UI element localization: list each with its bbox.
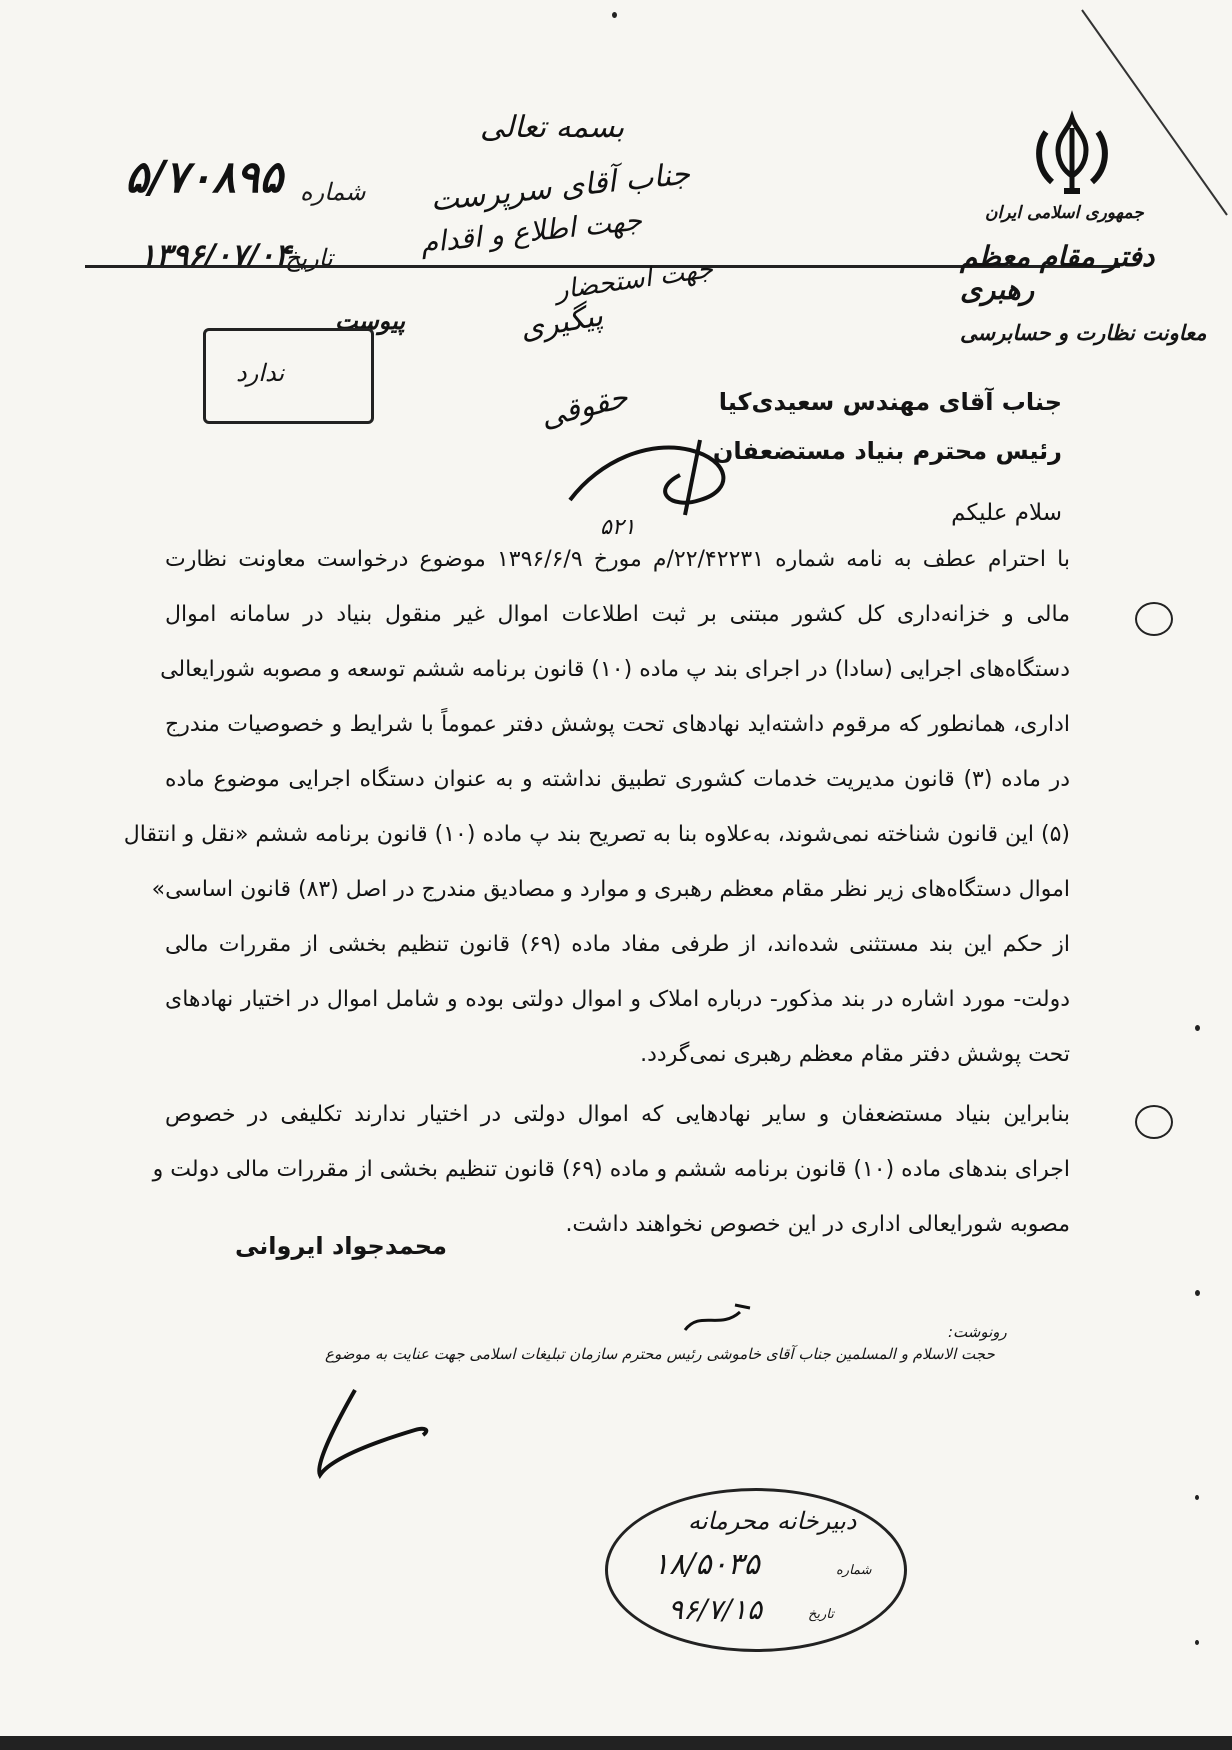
text-line: اموال دستگاه‌های زیر نظر مقام معظم رهبری و موارد و مصادیق مندرج در اصل (۸۳) قانون اساسی» bbox=[151, 877, 1070, 902]
letter-date-label: تاریخ bbox=[285, 244, 333, 272]
scan-speck bbox=[1195, 1495, 1199, 1500]
scan-border bbox=[0, 1736, 1232, 1750]
text-line: مالی و خزانه‌داری کل کشور مبتنی بر ثبت اطلاعات اموال غیر منقول بنیاد در سامانه اموال bbox=[165, 602, 1070, 627]
cc-recipient: حجت الاسلام و المسلمین جناب آقای خاموشی رئیس محترم سازمان تبلیغات اسلامی جهت عنایت به موضوع bbox=[325, 1345, 995, 1363]
stamp-number: ۱۸/۵۰۳۵ bbox=[653, 1547, 760, 1582]
handwritten-note: پیگیری bbox=[517, 298, 606, 347]
scan-speck bbox=[1195, 1290, 1200, 1296]
letter-paragraph-2 bbox=[152, 1087, 1070, 1252]
text-line: با احترام عطف به نامه شماره ۲۲/۴۲۲۳۱/م مورخ ۱۳۹۶/۶/۹ موضوع درخواست معاونت نظارت bbox=[165, 547, 1070, 572]
recipient-title: رئیس محترم بنیاد مستضعفان bbox=[712, 437, 1062, 465]
attachment-label: پیوست bbox=[335, 306, 405, 335]
letter-number-label: شماره bbox=[300, 178, 366, 206]
scan-speck bbox=[1195, 1025, 1200, 1031]
text-line: اجرای بندهای ماده (۱۰) قانون برنامه ششم و ماده (۶۹) قانون تنظیم بخشی از مقررات مالی دولت و bbox=[152, 1157, 1070, 1182]
stamp-date: ۹۶/۷/۱۵ bbox=[668, 1593, 763, 1626]
stamp-date-label: تاریخ bbox=[808, 1607, 834, 1622]
letter-paragraph-1 bbox=[123, 532, 1071, 1082]
text-line: تحت پوشش دفتر مقام معظم رهبری نمی‌گردد. bbox=[640, 1042, 1070, 1067]
scan-speck bbox=[612, 12, 617, 18]
handwritten-note: جهت استحضار bbox=[553, 254, 715, 306]
handwritten-note: جناب آقای سرپرست bbox=[428, 156, 692, 219]
paragraph-marker bbox=[1135, 602, 1173, 636]
text-line: اداری، همانطور که مرقوم داشته‌اید نهادهای تحت پوشش دفتر عموماً با شرایط و خصوصیات مندرج bbox=[165, 712, 1070, 737]
handwritten-signature-bottom bbox=[295, 1385, 445, 1485]
org-department: معاونت نظارت و حسابرسی bbox=[960, 320, 1207, 345]
text-line: بنابراین بنیاد مستضعفان و سایر نهادهایی که اموال دولتی در اختیار ندارند تکلیفی در خصوص bbox=[165, 1102, 1070, 1127]
attachment-box bbox=[203, 328, 374, 424]
attachment-value: ندارد bbox=[236, 359, 285, 387]
text-line: دستگاه‌های اجرایی (سادا) در اجرای بند پ ماده (۱۰) قانون برنامه ششم توسعه و مصوبه شورایعالی bbox=[160, 657, 1070, 682]
handwritten-note: حقوقی bbox=[537, 379, 632, 436]
handwritten-note: جهت اطلاع و اقدام bbox=[418, 203, 644, 260]
letter-date-value: ۱۳۹۶/۰۷/۰۴ bbox=[140, 238, 291, 273]
text-line: مصوبه شورایعالی اداری در این خصوص نخواهند داشت. bbox=[565, 1212, 1070, 1237]
org-office: دفتر مقام معظم رهبری bbox=[960, 240, 1155, 306]
handwritten-note: بسمه تعالی bbox=[480, 110, 625, 145]
received-stamp bbox=[605, 1488, 907, 1652]
cc-label: رونوشت: bbox=[948, 1323, 1007, 1341]
text-line: دولت- مورد اشاره در بند مذکور- درباره املاک و اموال دولتی بوده و شامل اموال در اختیار نهادهای bbox=[165, 987, 1070, 1012]
emblem-icon bbox=[1028, 110, 1116, 198]
handwritten-note: ۵۲۱ bbox=[600, 515, 636, 540]
recipient-name: جناب آقای مهندس سعیدی‌کیا bbox=[718, 388, 1062, 416]
greeting: سلام علیکم bbox=[951, 500, 1062, 526]
stamp-title: دبیرخانه محرمانه bbox=[688, 1507, 857, 1535]
org-country: جمهوری اسلامی ایران bbox=[985, 203, 1144, 223]
text-line: (۵) این قانون شناخته نمی‌شوند، به‌علاوه بنا به تصریح بند پ ماده (۱۰) قانون برنامه ششم «نقل و انتقال bbox=[123, 822, 1070, 847]
signatory-name: محمدجواد ایروانی bbox=[235, 1232, 447, 1260]
scan-speck bbox=[1195, 1640, 1199, 1645]
handwritten-signature-initial bbox=[680, 1300, 760, 1340]
letter-number-value: ۵/۷۰۸۹۵ bbox=[125, 152, 283, 203]
text-line: در ماده (۳) قانون مدیریت خدمات کشوری تطبیق نداشته و به عنوان دستگاه اجرایی موضوع ماده bbox=[165, 767, 1070, 792]
stamp-number-label: شماره bbox=[836, 1563, 872, 1578]
text-line: از حکم این بند مستثنی شده‌اند، از طرفی مفاد ماده (۶۹) قانون تنظیم بخشی از مقررات مالی bbox=[165, 932, 1071, 957]
paragraph-marker bbox=[1135, 1105, 1173, 1139]
